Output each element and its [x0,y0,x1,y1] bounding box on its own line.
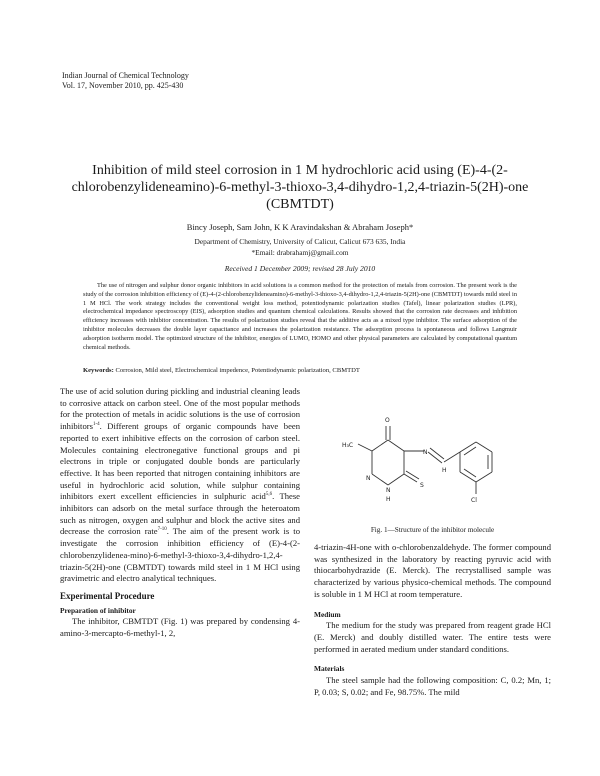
atom-label: H₃C [342,442,354,449]
materials-paragraph: The steel sample had the following composition: C, 0.2; Mn, 1; P, 0.03; S, 0.02; and Fe, 98.75%. The mild [314,675,551,697]
introduction-paragraph [60,386,300,585]
atom-label: H [386,496,391,503]
journal-header [62,71,189,91]
preparation-continued: 4-triazin-4H-one with o-chlorobenzaldehyde. The former compound was synthesized in the laboratory by reacting pyruvic acid with thiocarbohydrazide (E. Merck). The recrystallised sample was characterized by various physico-chemical methods. The compound is soluble in 1 M HCl at room temperature. [314,542,551,599]
molecule-figure [316,384,550,524]
atom-label: N [366,475,371,482]
subsection-heading: Preparation of inhibitor [60,605,136,615]
section-heading: Experimental Procedure [60,590,155,601]
journal-volume: Vol. 17, November 2010, pp. 425-430 [62,81,184,90]
article-title: Inhibition of mild steel corrosion in 1 M hydrochloric acid using (E)-4-(2-chlorobenzylideneamino)-6-methyl-3-thioxo-3,4-dihydro-1,2,4-triazin-5(2H)-one (CBMTDT) [71,163,529,212]
atom-label: S [420,482,424,489]
atom-label: Cl [471,497,477,504]
medium-paragraph: The medium for the study was prepared from reagent grade HCl (E. Merck) and doubly distilled water. The entire tests were performed in aerated medium under standard conditions. [314,620,551,654]
materials-heading: Materials [314,664,345,674]
citation-ref: 5,6 [265,492,273,498]
citation-ref: 7-10 [157,527,167,533]
journal-name: Indian Journal of Chemical Technology [62,71,189,80]
intro-text-1: The use of acid solution during pickling and industrial cleaning leads to corrosive attack on carbon steel. One of the most popular methods for the protection of metals in acidic solutions is the use of corrosion inhibitors [60,386,300,432]
atom-label: H [442,467,447,474]
keywords-list: Corrosion, Mild steel, Electrochemical impedence, Potentiodynamic polarization, CBMTDT [115,367,360,374]
intro-text-3: . These inhibitors can adsorb on the metal surface through the heteroatom such as nitrogen, oxygen and sulphur and block the active sites and decrease the corrosion rate [60,491,300,537]
intro-text-2: . Different groups of organic compounds have been reported to exert inhibitive effects on the corrosion of carbon steel. Molecules containing electronegative functional groups and pi electrons in triple or conjugated double bonds are particularly effective. It has been reported that nitrogen containing inhibitors are useful in hydrochloric acid solution, while sulphur containing inhibitors exert excellent efficiencies in sulphuric acid [60,421,300,502]
molecule-structure-diagram [316,384,550,524]
corresponding-email: *Email: drabrahamj@gmail.com [251,248,349,257]
keywords [83,366,517,375]
citation-ref: 1-4 [92,422,100,428]
left-column [60,386,300,640]
medium-heading: Medium [314,609,341,619]
abstract: The use of nitrogen and sulphur donor organic inhibitors in acid solutions is a common method for the protection of metals from corrosion. The present work is the study of the corrosion inhibition efficiency of (E)-4-(2-chlorobenzylideneamino)-6-methyl-3-thioxo-3,4-dihydro-1,2,4-triazin-5(2H)-one (CBMTDT) towards mild steel in 1 M HCl. The work strategy includes the conventional weight loss method, potentiodynamic polarization studies (Tafel), linear polarization studies (LPR), electrochemical impedance spectroscopy (EIS), adsorption studies and quantum chemical calculations. Results showed that the corrosion rate decreases and inhibition efficiency increases with inhibitor concentration. The results of polarization studies reveal that the additive acts as a mixed type inhibitor. The surface adsorption of the inhibitor molecules decreases the double layer capacitance and increases the polarization resistance. The adsorption process is spontaneous and follows Langmuir adsorption isotherm model. The optimized structure of the inhibitor, energies of LUMO, HOMO and other physical parameters are calculated by computational quantum chemical methods. [83,282,517,351]
keywords-label: Keywords: [83,367,114,374]
atom-label: N [423,449,428,456]
affiliation: Department of Chemistry, University of Calicut, Calicut 673 635, India [194,237,406,246]
right-column [314,542,551,698]
atom-label: O [385,417,390,424]
intro-text-4: . The aim of the present work is to investigate the corrosion inhibition efficiency of (E)-4-(2-chlorobenzylidenea-mino)-6-methyl-3-thioxo-3,4-dihydro-1,2,4-triazin-5(2H)-one (CBMTDT) towards mild steel in 1 M HCl using gravimetric and electro analytical techniques. [60,526,300,584]
received-dates: Received 1 December 2009; revised 28 July 2010 [224,264,376,273]
preparation-paragraph: The inhibitor, CBMTDT (Fig. 1) was prepared by condensing 4-amino-3-mercapto-6-methyl-1, 2, [60,616,300,639]
atom-label: N [386,487,391,494]
author-list: Bincy Joseph, Sam John, K K Aravindakshan & Abraham Joseph* [186,222,414,232]
figure-caption: Fig. 1—Structure of the inhibitor molecule [370,526,495,534]
